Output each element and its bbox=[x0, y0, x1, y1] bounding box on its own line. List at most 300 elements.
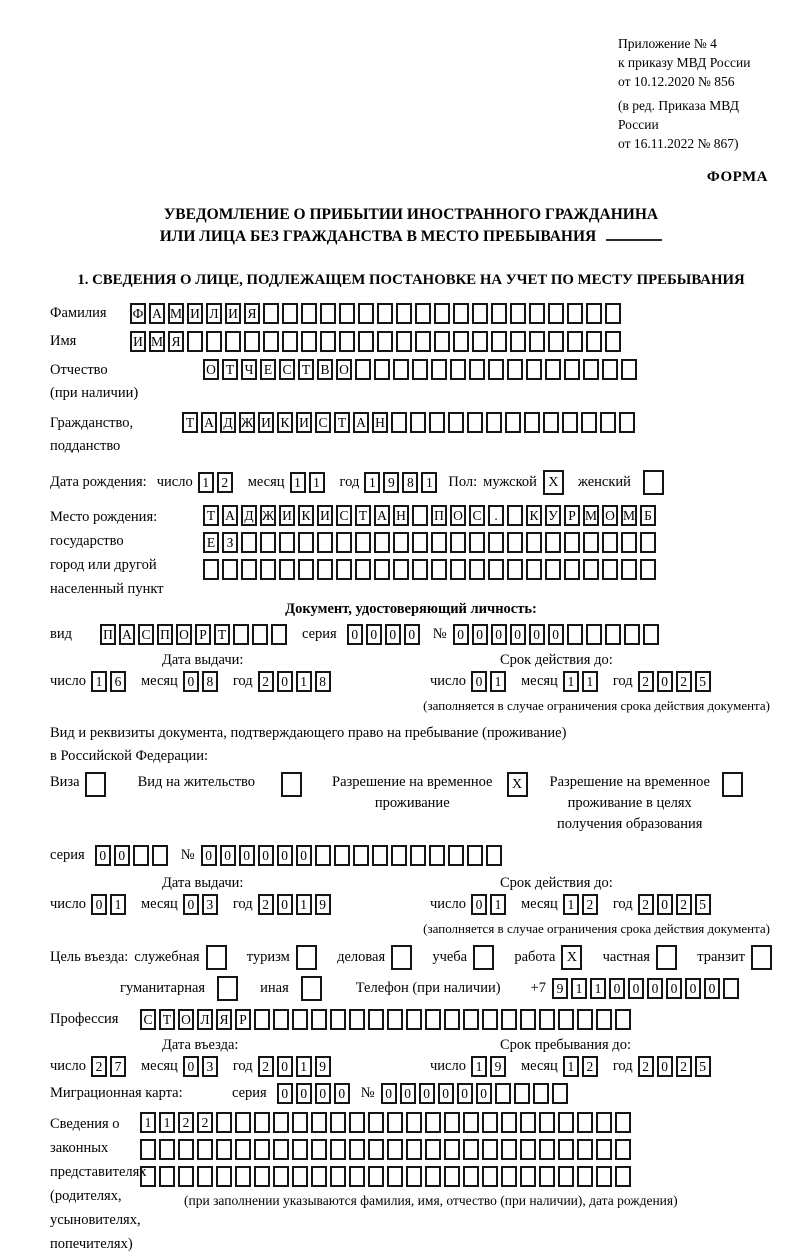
char-cell[interactable] bbox=[216, 1112, 232, 1133]
char-cell[interactable] bbox=[412, 359, 428, 380]
char-cell[interactable] bbox=[374, 559, 390, 580]
char-cell[interactable] bbox=[596, 1009, 612, 1030]
temp-permit-checkbox[interactable]: X bbox=[507, 772, 528, 797]
char-cell[interactable] bbox=[467, 412, 483, 433]
char-cell[interactable] bbox=[377, 303, 393, 324]
char-cell[interactable]: 1 bbox=[471, 1056, 487, 1077]
char-cell[interactable]: 2 bbox=[582, 1056, 598, 1077]
char-cell[interactable] bbox=[393, 532, 409, 553]
char-cell[interactable] bbox=[567, 624, 583, 645]
char-cell[interactable] bbox=[311, 1009, 327, 1030]
char-cell[interactable]: Т bbox=[355, 505, 371, 526]
char-cell[interactable]: М bbox=[583, 505, 599, 526]
char-cell[interactable] bbox=[643, 624, 659, 645]
char-cell[interactable]: 0 bbox=[366, 624, 382, 645]
char-cell[interactable]: 0 bbox=[472, 624, 488, 645]
char-cell[interactable] bbox=[539, 1009, 555, 1030]
char-cell[interactable] bbox=[263, 331, 279, 352]
char-cell[interactable]: П bbox=[100, 624, 116, 645]
char-cell[interactable] bbox=[203, 559, 219, 580]
char-cell[interactable] bbox=[187, 331, 203, 352]
char-cell[interactable]: 6 bbox=[110, 671, 126, 692]
char-cell[interactable]: 0 bbox=[471, 894, 487, 915]
char-cell[interactable] bbox=[558, 1009, 574, 1030]
char-cell[interactable] bbox=[387, 1139, 403, 1160]
char-cell[interactable] bbox=[577, 1009, 593, 1030]
char-cell[interactable]: Я bbox=[168, 331, 184, 352]
char-cell[interactable] bbox=[605, 303, 621, 324]
char-cell[interactable] bbox=[216, 1166, 232, 1187]
char-cell[interactable]: О bbox=[450, 505, 466, 526]
char-cell[interactable]: К bbox=[298, 505, 314, 526]
char-cell[interactable] bbox=[301, 303, 317, 324]
char-cell[interactable] bbox=[539, 1139, 555, 1160]
char-cell[interactable]: Т bbox=[182, 412, 198, 433]
char-cell[interactable] bbox=[510, 303, 526, 324]
char-cell[interactable] bbox=[501, 1166, 517, 1187]
char-cell[interactable]: 9 bbox=[552, 978, 568, 999]
char-cell[interactable] bbox=[501, 1009, 517, 1030]
char-cell[interactable]: 2 bbox=[676, 671, 692, 692]
char-cell[interactable]: 0 bbox=[277, 894, 293, 915]
char-cell[interactable] bbox=[406, 1112, 422, 1133]
char-cell[interactable] bbox=[355, 359, 371, 380]
char-cell[interactable] bbox=[372, 845, 388, 866]
purpose-official-checkbox[interactable] bbox=[206, 945, 227, 970]
char-cell[interactable]: 0 bbox=[476, 1083, 492, 1104]
char-cell[interactable]: 1 bbox=[563, 671, 579, 692]
char-cell[interactable]: 0 bbox=[666, 978, 682, 999]
char-cell[interactable]: 0 bbox=[400, 1083, 416, 1104]
char-cell[interactable] bbox=[469, 559, 485, 580]
char-cell[interactable]: Ж bbox=[239, 412, 255, 433]
char-cell[interactable] bbox=[317, 559, 333, 580]
char-cell[interactable] bbox=[425, 1009, 441, 1030]
char-cell[interactable] bbox=[330, 1166, 346, 1187]
char-cell[interactable]: Н bbox=[393, 505, 409, 526]
char-cell[interactable] bbox=[615, 1009, 631, 1030]
char-cell[interactable] bbox=[472, 331, 488, 352]
char-cell[interactable] bbox=[140, 1139, 156, 1160]
char-cell[interactable] bbox=[368, 1166, 384, 1187]
char-cell[interactable]: 0 bbox=[258, 845, 274, 866]
char-cell[interactable] bbox=[406, 1139, 422, 1160]
char-cell[interactable]: 2 bbox=[582, 894, 598, 915]
purpose-business-checkbox[interactable] bbox=[391, 945, 412, 970]
char-cell[interactable]: 1 bbox=[582, 671, 598, 692]
char-cell[interactable]: 2 bbox=[258, 1056, 274, 1077]
char-cell[interactable] bbox=[507, 559, 523, 580]
char-cell[interactable]: 9 bbox=[490, 1056, 506, 1077]
char-cell[interactable]: 9 bbox=[383, 472, 399, 493]
char-cell[interactable]: И bbox=[187, 303, 203, 324]
char-cell[interactable]: А bbox=[149, 303, 165, 324]
char-cell[interactable]: С bbox=[336, 505, 352, 526]
char-cell[interactable] bbox=[434, 303, 450, 324]
char-cell[interactable]: 3 bbox=[202, 894, 218, 915]
char-cell[interactable]: С bbox=[279, 359, 295, 380]
char-cell[interactable]: 1 bbox=[296, 894, 312, 915]
char-cell[interactable]: 2 bbox=[91, 1056, 107, 1077]
char-cell[interactable]: 0 bbox=[491, 624, 507, 645]
char-cell[interactable]: 0 bbox=[385, 624, 401, 645]
char-cell[interactable] bbox=[216, 1139, 232, 1160]
char-cell[interactable] bbox=[431, 359, 447, 380]
char-cell[interactable]: Я bbox=[216, 1009, 232, 1030]
char-cell[interactable] bbox=[520, 1139, 536, 1160]
char-cell[interactable] bbox=[330, 1139, 346, 1160]
char-cell[interactable]: 0 bbox=[277, 1056, 293, 1077]
purpose-study-checkbox[interactable] bbox=[473, 945, 494, 970]
char-cell[interactable] bbox=[377, 331, 393, 352]
char-cell[interactable] bbox=[152, 845, 168, 866]
char-cell[interactable]: 0 bbox=[438, 1083, 454, 1104]
char-cell[interactable] bbox=[723, 978, 739, 999]
char-cell[interactable] bbox=[406, 1166, 422, 1187]
char-cell[interactable] bbox=[140, 1166, 156, 1187]
char-cell[interactable] bbox=[586, 303, 602, 324]
char-cell[interactable] bbox=[605, 331, 621, 352]
char-cell[interactable]: К bbox=[277, 412, 293, 433]
purpose-transit-checkbox[interactable] bbox=[751, 945, 772, 970]
char-cell[interactable] bbox=[552, 1083, 568, 1104]
char-cell[interactable]: О bbox=[178, 1009, 194, 1030]
char-cell[interactable]: 5 bbox=[695, 671, 711, 692]
char-cell[interactable]: С bbox=[140, 1009, 156, 1030]
char-cell[interactable]: П bbox=[157, 624, 173, 645]
char-cell[interactable] bbox=[548, 303, 564, 324]
char-cell[interactable]: Д bbox=[241, 505, 257, 526]
char-cell[interactable]: 0 bbox=[334, 1083, 350, 1104]
char-cell[interactable]: Е bbox=[260, 359, 276, 380]
char-cell[interactable]: Ж bbox=[260, 505, 276, 526]
char-cell[interactable]: И bbox=[279, 505, 295, 526]
char-cell[interactable]: 0 bbox=[296, 1083, 312, 1104]
char-cell[interactable] bbox=[495, 1083, 511, 1104]
char-cell[interactable] bbox=[368, 1009, 384, 1030]
char-cell[interactable] bbox=[159, 1166, 175, 1187]
char-cell[interactable] bbox=[393, 559, 409, 580]
char-cell[interactable]: 0 bbox=[220, 845, 236, 866]
sex-female-checkbox[interactable] bbox=[643, 470, 664, 495]
char-cell[interactable]: 3 bbox=[202, 1056, 218, 1077]
purpose-tourism-checkbox[interactable] bbox=[296, 945, 317, 970]
char-cell[interactable] bbox=[260, 559, 276, 580]
char-cell[interactable] bbox=[448, 845, 464, 866]
char-cell[interactable]: 2 bbox=[676, 894, 692, 915]
char-cell[interactable]: М bbox=[149, 331, 165, 352]
char-cell[interactable] bbox=[311, 1166, 327, 1187]
char-cell[interactable] bbox=[260, 532, 276, 553]
char-cell[interactable]: 0 bbox=[277, 1083, 293, 1104]
char-cell[interactable]: О bbox=[176, 624, 192, 645]
char-cell[interactable] bbox=[507, 505, 523, 526]
char-cell[interactable] bbox=[206, 331, 222, 352]
char-cell[interactable]: П bbox=[431, 505, 447, 526]
char-cell[interactable] bbox=[640, 532, 656, 553]
char-cell[interactable]: 0 bbox=[404, 624, 420, 645]
char-cell[interactable]: 0 bbox=[296, 845, 312, 866]
char-cell[interactable]: 0 bbox=[657, 894, 673, 915]
char-cell[interactable]: 0 bbox=[453, 624, 469, 645]
char-cell[interactable] bbox=[529, 331, 545, 352]
char-cell[interactable]: Т bbox=[298, 359, 314, 380]
char-cell[interactable] bbox=[415, 331, 431, 352]
char-cell[interactable]: 1 bbox=[309, 472, 325, 493]
char-cell[interactable] bbox=[282, 331, 298, 352]
char-cell[interactable] bbox=[396, 331, 412, 352]
char-cell[interactable] bbox=[374, 359, 390, 380]
char-cell[interactable] bbox=[602, 559, 618, 580]
char-cell[interactable] bbox=[431, 559, 447, 580]
char-cell[interactable] bbox=[222, 559, 238, 580]
visa-checkbox[interactable] bbox=[85, 772, 106, 797]
char-cell[interactable] bbox=[425, 1112, 441, 1133]
char-cell[interactable] bbox=[412, 559, 428, 580]
residence-permit-checkbox[interactable] bbox=[281, 772, 302, 797]
char-cell[interactable]: 0 bbox=[277, 845, 293, 866]
char-cell[interactable]: 1 bbox=[421, 472, 437, 493]
char-cell[interactable] bbox=[159, 1139, 175, 1160]
char-cell[interactable] bbox=[233, 624, 249, 645]
char-cell[interactable]: 0 bbox=[239, 845, 255, 866]
char-cell[interactable]: И bbox=[258, 412, 274, 433]
char-cell[interactable] bbox=[583, 359, 599, 380]
char-cell[interactable]: М bbox=[621, 505, 637, 526]
char-cell[interactable] bbox=[330, 1009, 346, 1030]
char-cell[interactable]: А bbox=[353, 412, 369, 433]
char-cell[interactable]: 1 bbox=[296, 1056, 312, 1077]
char-cell[interactable]: О bbox=[203, 359, 219, 380]
char-cell[interactable]: 0 bbox=[381, 1083, 397, 1104]
char-cell[interactable] bbox=[564, 559, 580, 580]
char-cell[interactable]: С bbox=[138, 624, 154, 645]
char-cell[interactable]: 2 bbox=[178, 1112, 194, 1133]
char-cell[interactable] bbox=[349, 1139, 365, 1160]
char-cell[interactable] bbox=[583, 559, 599, 580]
char-cell[interactable] bbox=[425, 1139, 441, 1160]
char-cell[interactable] bbox=[577, 1166, 593, 1187]
char-cell[interactable]: С bbox=[315, 412, 331, 433]
char-cell[interactable]: 2 bbox=[638, 671, 654, 692]
char-cell[interactable] bbox=[241, 559, 257, 580]
char-cell[interactable]: Р bbox=[195, 624, 211, 645]
char-cell[interactable] bbox=[292, 1112, 308, 1133]
char-cell[interactable]: А bbox=[222, 505, 238, 526]
char-cell[interactable]: 1 bbox=[159, 1112, 175, 1133]
char-cell[interactable]: И bbox=[130, 331, 146, 352]
char-cell[interactable] bbox=[463, 1139, 479, 1160]
char-cell[interactable]: Е bbox=[203, 532, 219, 553]
char-cell[interactable] bbox=[615, 1139, 631, 1160]
char-cell[interactable] bbox=[605, 624, 621, 645]
char-cell[interactable]: 1 bbox=[563, 1056, 579, 1077]
char-cell[interactable] bbox=[586, 624, 602, 645]
char-cell[interactable] bbox=[453, 303, 469, 324]
char-cell[interactable] bbox=[311, 1112, 327, 1133]
char-cell[interactable] bbox=[602, 359, 618, 380]
char-cell[interactable]: 8 bbox=[315, 671, 331, 692]
char-cell[interactable]: З bbox=[222, 532, 238, 553]
char-cell[interactable] bbox=[450, 532, 466, 553]
char-cell[interactable] bbox=[448, 412, 464, 433]
char-cell[interactable] bbox=[444, 1112, 460, 1133]
char-cell[interactable] bbox=[564, 359, 580, 380]
char-cell[interactable] bbox=[358, 303, 374, 324]
char-cell[interactable] bbox=[282, 303, 298, 324]
char-cell[interactable]: А bbox=[201, 412, 217, 433]
char-cell[interactable] bbox=[558, 1112, 574, 1133]
char-cell[interactable]: Л bbox=[206, 303, 222, 324]
char-cell[interactable]: 0 bbox=[277, 671, 293, 692]
char-cell[interactable] bbox=[273, 1166, 289, 1187]
char-cell[interactable] bbox=[387, 1009, 403, 1030]
char-cell[interactable] bbox=[387, 1112, 403, 1133]
char-cell[interactable]: 0 bbox=[315, 1083, 331, 1104]
char-cell[interactable] bbox=[596, 1139, 612, 1160]
char-cell[interactable] bbox=[482, 1009, 498, 1030]
char-cell[interactable]: 2 bbox=[217, 472, 233, 493]
char-cell[interactable]: И bbox=[317, 505, 333, 526]
char-cell[interactable] bbox=[558, 1139, 574, 1160]
char-cell[interactable] bbox=[545, 532, 561, 553]
char-cell[interactable]: 0 bbox=[529, 624, 545, 645]
char-cell[interactable] bbox=[520, 1166, 536, 1187]
char-cell[interactable]: 5 bbox=[695, 894, 711, 915]
char-cell[interactable]: 8 bbox=[202, 671, 218, 692]
char-cell[interactable] bbox=[244, 331, 260, 352]
char-cell[interactable] bbox=[415, 303, 431, 324]
char-cell[interactable] bbox=[301, 331, 317, 352]
char-cell[interactable]: А bbox=[119, 624, 135, 645]
char-cell[interactable]: 1 bbox=[110, 894, 126, 915]
char-cell[interactable] bbox=[355, 559, 371, 580]
char-cell[interactable] bbox=[450, 359, 466, 380]
char-cell[interactable] bbox=[581, 412, 597, 433]
char-cell[interactable]: М bbox=[168, 303, 184, 324]
char-cell[interactable]: Л bbox=[197, 1009, 213, 1030]
char-cell[interactable] bbox=[583, 532, 599, 553]
char-cell[interactable] bbox=[292, 1166, 308, 1187]
char-cell[interactable]: О bbox=[336, 359, 352, 380]
char-cell[interactable]: 2 bbox=[676, 1056, 692, 1077]
char-cell[interactable] bbox=[505, 412, 521, 433]
char-cell[interactable]: Т bbox=[203, 505, 219, 526]
char-cell[interactable] bbox=[450, 559, 466, 580]
char-cell[interactable] bbox=[444, 1009, 460, 1030]
char-cell[interactable] bbox=[507, 532, 523, 553]
char-cell[interactable] bbox=[501, 1112, 517, 1133]
char-cell[interactable] bbox=[543, 412, 559, 433]
char-cell[interactable] bbox=[410, 412, 426, 433]
char-cell[interactable] bbox=[311, 1139, 327, 1160]
char-cell[interactable] bbox=[273, 1112, 289, 1133]
char-cell[interactable]: И bbox=[225, 303, 241, 324]
char-cell[interactable] bbox=[444, 1139, 460, 1160]
char-cell[interactable]: 0 bbox=[647, 978, 663, 999]
char-cell[interactable]: 1 bbox=[571, 978, 587, 999]
char-cell[interactable] bbox=[453, 331, 469, 352]
char-cell[interactable]: 0 bbox=[183, 1056, 199, 1077]
char-cell[interactable] bbox=[425, 1166, 441, 1187]
char-cell[interactable] bbox=[621, 359, 637, 380]
char-cell[interactable] bbox=[355, 532, 371, 553]
char-cell[interactable]: С bbox=[469, 505, 485, 526]
char-cell[interactable] bbox=[393, 359, 409, 380]
char-cell[interactable] bbox=[434, 331, 450, 352]
char-cell[interactable] bbox=[562, 412, 578, 433]
char-cell[interactable]: 0 bbox=[628, 978, 644, 999]
char-cell[interactable] bbox=[429, 845, 445, 866]
char-cell[interactable]: 0 bbox=[471, 671, 487, 692]
char-cell[interactable] bbox=[510, 331, 526, 352]
char-cell[interactable] bbox=[241, 532, 257, 553]
char-cell[interactable]: 0 bbox=[91, 894, 107, 915]
char-cell[interactable] bbox=[334, 845, 350, 866]
char-cell[interactable] bbox=[545, 359, 561, 380]
char-cell[interactable]: 0 bbox=[114, 845, 130, 866]
char-cell[interactable] bbox=[387, 1166, 403, 1187]
char-cell[interactable] bbox=[463, 1009, 479, 1030]
char-cell[interactable] bbox=[463, 1112, 479, 1133]
char-cell[interactable] bbox=[368, 1112, 384, 1133]
char-cell[interactable] bbox=[358, 331, 374, 352]
char-cell[interactable]: Т bbox=[214, 624, 230, 645]
char-cell[interactable] bbox=[463, 1166, 479, 1187]
char-cell[interactable]: Я bbox=[244, 303, 260, 324]
char-cell[interactable] bbox=[396, 303, 412, 324]
char-cell[interactable] bbox=[533, 1083, 549, 1104]
purpose-other-checkbox[interactable] bbox=[301, 976, 322, 1001]
char-cell[interactable]: 2 bbox=[258, 671, 274, 692]
char-cell[interactable] bbox=[482, 1166, 498, 1187]
char-cell[interactable] bbox=[349, 1009, 365, 1030]
char-cell[interactable] bbox=[339, 331, 355, 352]
char-cell[interactable] bbox=[520, 1009, 536, 1030]
char-cell[interactable]: 2 bbox=[197, 1112, 213, 1133]
char-cell[interactable] bbox=[254, 1112, 270, 1133]
char-cell[interactable] bbox=[615, 1166, 631, 1187]
char-cell[interactable] bbox=[339, 303, 355, 324]
char-cell[interactable]: А bbox=[374, 505, 390, 526]
char-cell[interactable] bbox=[298, 532, 314, 553]
char-cell[interactable]: Т bbox=[334, 412, 350, 433]
char-cell[interactable] bbox=[178, 1139, 194, 1160]
char-cell[interactable] bbox=[539, 1112, 555, 1133]
char-cell[interactable]: 2 bbox=[638, 894, 654, 915]
char-cell[interactable]: Т bbox=[159, 1009, 175, 1030]
char-cell[interactable] bbox=[621, 559, 637, 580]
char-cell[interactable]: Р bbox=[564, 505, 580, 526]
char-cell[interactable]: 1 bbox=[490, 671, 506, 692]
char-cell[interactable] bbox=[412, 505, 428, 526]
char-cell[interactable] bbox=[548, 331, 564, 352]
char-cell[interactable]: 0 bbox=[657, 1056, 673, 1077]
char-cell[interactable]: Р bbox=[235, 1009, 251, 1030]
char-cell[interactable] bbox=[615, 1112, 631, 1133]
char-cell[interactable]: 2 bbox=[638, 1056, 654, 1077]
char-cell[interactable] bbox=[235, 1166, 251, 1187]
char-cell[interactable] bbox=[482, 1139, 498, 1160]
char-cell[interactable] bbox=[469, 532, 485, 553]
char-cell[interactable]: Д bbox=[220, 412, 236, 433]
char-cell[interactable]: Ф bbox=[130, 303, 146, 324]
char-cell[interactable] bbox=[520, 1112, 536, 1133]
char-cell[interactable] bbox=[539, 1166, 555, 1187]
char-cell[interactable] bbox=[545, 559, 561, 580]
char-cell[interactable] bbox=[507, 359, 523, 380]
purpose-work-checkbox[interactable]: X bbox=[561, 945, 582, 970]
